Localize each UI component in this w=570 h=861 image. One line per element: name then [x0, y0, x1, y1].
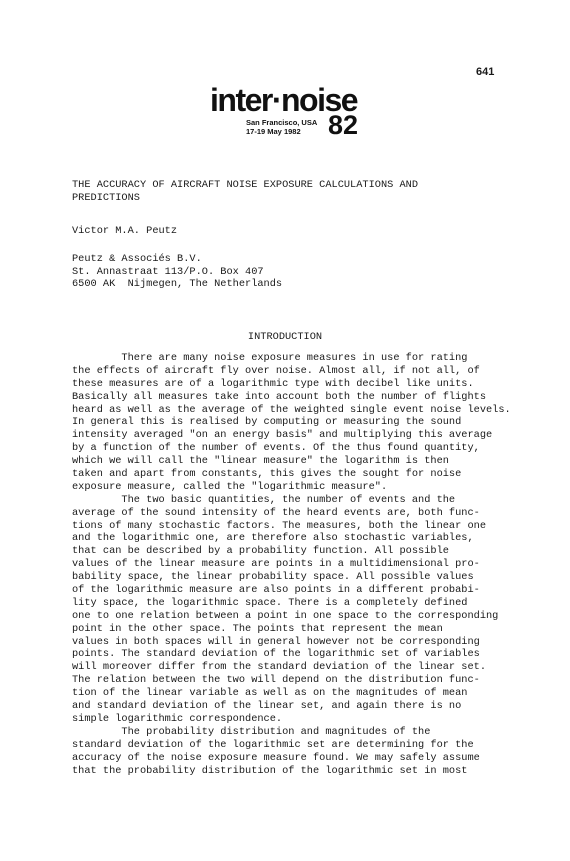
body-line: The probability distribution and magnitudes of the [72, 725, 431, 738]
inter-noise-82-logo [210, 84, 360, 144]
affiliation-line: Peutz & Associés B.V. [72, 253, 202, 265]
body-line: of the logarithmic measure are also points in a different probabi- [72, 584, 480, 597]
affiliation [72, 253, 282, 291]
logo-year: 82 [328, 110, 359, 140]
body-line: which we will call the "linear measure" the logarithm is then [72, 455, 449, 468]
body-line: points. The standard deviation of the logarithmic set of variables [72, 648, 480, 661]
logo-location: San Francisco, USA [246, 118, 318, 127]
title-line: PREDICTIONS [72, 191, 140, 204]
body-line: Basically all measures take into account both the number of flights [72, 390, 487, 403]
body-line: will moreover differ from the standard deviation of the linear set. [72, 661, 487, 674]
body-text [72, 352, 511, 777]
body-line: exposure measure, called the "logarithmic measure". [72, 480, 388, 493]
body-line: heard as well as the average of the weighted single event noise levels. [72, 403, 511, 416]
body-line: and the logarithmic one, are therefore also stochastic variables, [72, 532, 474, 545]
page-number: 641 [476, 66, 495, 78]
title-line: THE ACCURACY OF AIRCRAFT NOISE EXPOSURE CALCULATIONS AND [72, 179, 419, 191]
paper-title [72, 179, 418, 204]
body-line: taken and apart from constants, this gives the sought for noise [72, 468, 462, 481]
body-line: tion of the linear variable as well as on the magnitudes of mean [72, 687, 468, 700]
logo-subtitle [246, 118, 326, 136]
affiliation-line: 6500 AK Nijmegen, The Netherlands [72, 278, 283, 291]
body-line: There are many noise exposure measures in use for rating [72, 352, 468, 364]
body-line: The relation between the two will depend on the distribution func- [72, 674, 480, 687]
body-line: values of the linear measure are points in a multidimensional pro- [72, 558, 480, 571]
body-line: by a function of the number of events. Of the thus found quantity, [72, 442, 480, 455]
body-line: intensity averaged "on an energy basis" and multiplying this average [72, 429, 493, 442]
body-line: average of the sound intensity of the heard events are, both func- [72, 506, 480, 519]
author-name: Victor M.A. Peutz [72, 225, 178, 237]
body-line: The two basic quantities, the number of events and the [72, 493, 456, 506]
body-line: these measures are of a logarithmic type with decibel like units. [72, 377, 474, 390]
body-line: the effects of aircraft fly over noise. Almost all, if not all, of [72, 364, 480, 377]
body-line: one to one relation between a point in one space to the corresponding [72, 609, 499, 622]
logo-dates: 17-19 May 1982 [246, 127, 301, 136]
affiliation-line: St. Annastraat 113/P.O. Box 407 [72, 265, 264, 278]
body-line: that can be described by a probability function. All possible [72, 545, 449, 558]
body-line: point in the other space. The points that represent the mean [72, 622, 443, 635]
body-line: and standard deviation of the linear set, and again there is no [72, 700, 462, 713]
section-heading: INTRODUCTION [247, 331, 323, 343]
body-line: simple logarithmic correspondence. [72, 712, 283, 725]
body-line: tions of many stochastic factors. The measures, both the linear one [72, 519, 487, 532]
body-line: In general this is realised by computing or measuring the sound [72, 416, 462, 429]
body-line: accuracy of the noise exposure measure found. We may safely assume [72, 751, 480, 764]
logo-wordmark: inter·noise [210, 82, 358, 118]
body-line: lity space, the logarithmic space. There is a completely defined [72, 596, 468, 609]
body-line: bability space, the linear probability space. All possible values [72, 571, 474, 584]
body-line: standard deviation of the logarithmic set are determining for the [72, 738, 474, 751]
body-line: that the probability distribution of the logarithmic set in most [72, 764, 468, 777]
body-line: values in both spaces will in general however not be corresponding [72, 635, 480, 648]
